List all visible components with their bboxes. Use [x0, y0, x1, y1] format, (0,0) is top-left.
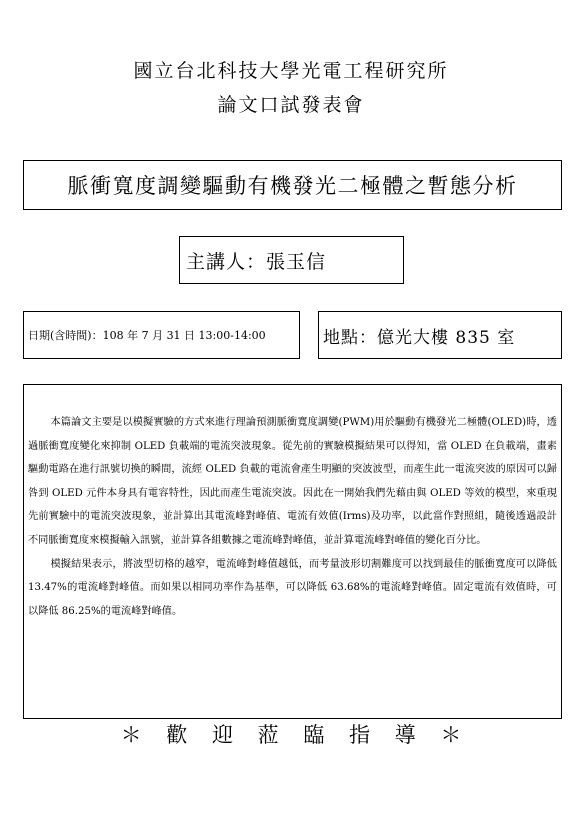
- thesis-title-box: [23, 160, 562, 210]
- institute-name: 國立台北科技大學光電工程研究所: [133, 60, 449, 82]
- speaker-box: [179, 236, 404, 284]
- date-box: [23, 311, 300, 359]
- welcome-message: ＊ 歡 迎 蒞 臨 指 導 ＊: [120, 723, 462, 747]
- location: 地點：億光大樓 835 室: [323, 327, 516, 348]
- thesis-title: 脈衝寬度調變驅動有機發光二極體之暫態分析: [67, 174, 518, 198]
- abstract-paragraph-2: 模擬結果表示，將波型切格的越窄，電流峰對峰值越低，而考量波形切割難度可以找到最佳的脈衝寬度可以降低 13.47%的電流峰對峰值。而如果以相同功率作為基準，可以降低 63.68%的電流峰對峰值。固定電流有效值時，可以降低 86.25%的電流峰對峰值。: [28, 558, 557, 617]
- speaker: 主講人：張玉信: [186, 250, 327, 273]
- abstract-box: [23, 384, 562, 719]
- location-box: [318, 311, 562, 359]
- abstract-paragraph-1: 本篇論文主要是以模擬實驗的方式來進行理論預測脈衝寬度調變(PWM)用於驅動有機發光二極體(OLED)時，透過脈衝寬度變化來抑制 OLED 負載端的電流突波現象。從先前的實驗模擬結果可以得知，當 OLED 在負載端，畫素驅動電路在進行訊號切換的瞬間，流經 OLED 負載的電流會產生明顯的突波波型，而產生此一電流突波的原因可以歸咎到 OLED 元件本身具有電容特性，因此而產生電流突波。因此在一開始我們先藉由與 OLED 等效的模型，來重現先前實驗中的電流突波現象，並計算出其電流峰對峰值、電流有效值(Irms)及功率，以此當作對照組，隨後透過設計不同脈衝寬度來模擬輸入訊號，並計算各組數據之電流峰對峰值，並計算電流峰對峰值的變化百分比。: [28, 417, 557, 546]
- event-title: 論文口試發表會: [217, 94, 365, 116]
- date-time: 日期(含時間)：108 年 7 月 31 日 13:00-14:00: [28, 329, 266, 342]
